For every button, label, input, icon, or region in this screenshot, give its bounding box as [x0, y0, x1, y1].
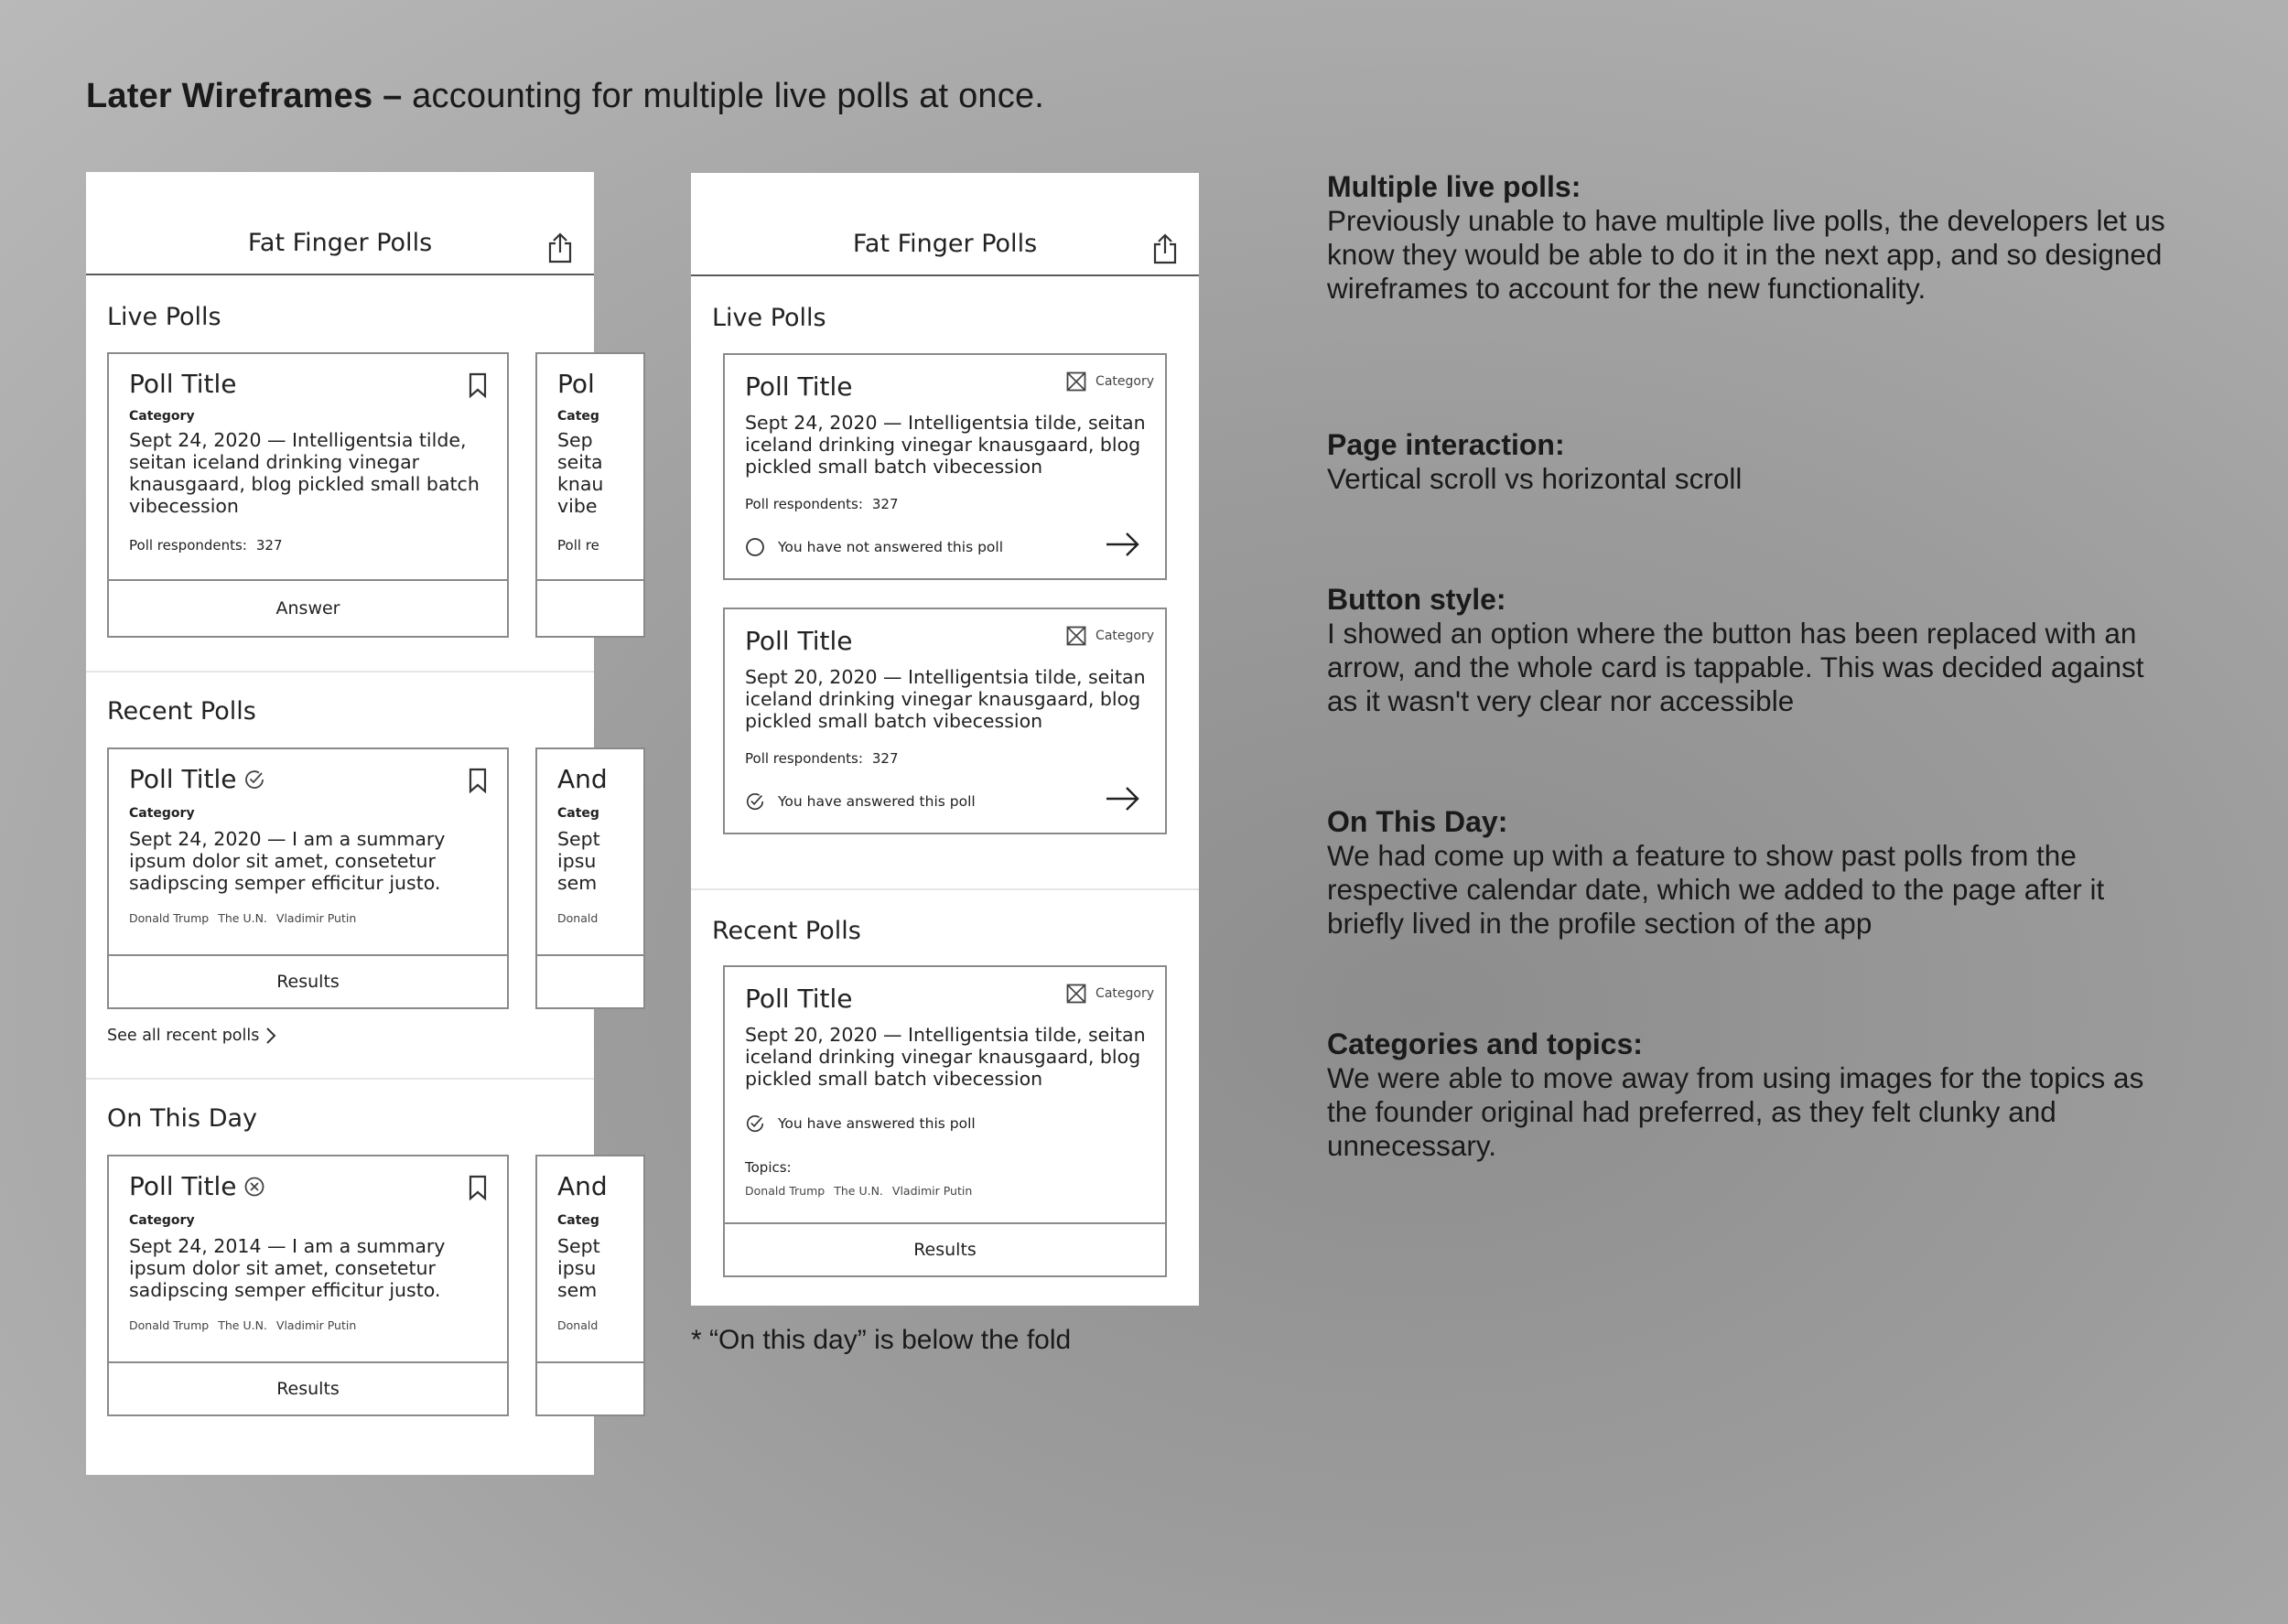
- poll-category: Category: [129, 1213, 195, 1228]
- results-button[interactable]: Results: [109, 1361, 507, 1414]
- note-title: Multiple live polls:: [1327, 170, 1581, 203]
- answer-status-text: You have answered this poll: [778, 793, 976, 810]
- answered-check-icon: [745, 1113, 765, 1134]
- bookmark-icon[interactable]: [469, 1175, 487, 1200]
- poll-category: Category: [129, 806, 195, 821]
- poll-respondents: [745, 496, 899, 512]
- page-heading-rest: accounting for multiple live polls at once.: [402, 77, 1045, 115]
- bookmark-icon[interactable]: [469, 768, 487, 793]
- note-title: Button style:: [1327, 583, 1506, 616]
- recent-poll-card[interactable]: [107, 747, 509, 1009]
- app-header: [691, 173, 1199, 276]
- answer-button[interactable]: Answer: [109, 579, 507, 636]
- poll-topics: Donald: [557, 911, 599, 925]
- answer-status-text: You have answered this poll: [778, 1115, 976, 1132]
- poll-title: Poll Title: [129, 369, 237, 399]
- desc-line: Sep: [557, 429, 593, 451]
- topic-tag[interactable]: Donald Trump: [745, 1184, 826, 1198]
- respondents-value: 327: [871, 496, 899, 512]
- poll-title: Pol: [557, 369, 595, 399]
- arrow-right-icon[interactable]: [1105, 785, 1141, 812]
- answered-check-icon: [243, 769, 265, 790]
- topic-tag[interactable]: Donald Trump: [129, 1318, 210, 1332]
- live-poll-card[interactable]: [723, 608, 1167, 834]
- share-icon[interactable]: [1151, 233, 1179, 264]
- poll-category: Categ: [557, 409, 599, 424]
- topic-tag[interactable]: Donald Trump: [129, 911, 210, 925]
- poll-title: Poll Title: [129, 764, 237, 794]
- category-image-placeholder-icon: [1066, 371, 1086, 392]
- recent-polls-heading: Recent Polls: [107, 697, 256, 726]
- note-button-style: [1327, 583, 2178, 718]
- arrow-right-icon[interactable]: [1105, 531, 1141, 558]
- poll-title: Poll Title: [745, 984, 853, 1014]
- poll-category: Categ: [557, 1213, 599, 1228]
- note-body: Vertical scroll vs horizontal scroll: [1327, 462, 1743, 495]
- category-label: Category: [1095, 374, 1154, 389]
- poll-description: Sept 24, 2020 — Intelligentsia tilde, seitan iceland drinking vinegar knausgaard, blog pickled small batch vibecession: [129, 429, 480, 517]
- page-heading-bold: Later Wireframes –: [86, 77, 403, 115]
- note-on-this-day: [1327, 805, 2178, 941]
- topics-label: Topics:: [745, 1159, 792, 1176]
- results-button[interactable]: [537, 954, 643, 1007]
- poll-description: [557, 828, 600, 894]
- answer-button[interactable]: [537, 579, 643, 636]
- chevron-right-icon: [264, 1026, 277, 1046]
- category-label: Category: [1095, 629, 1154, 643]
- respondents-value: 327: [871, 750, 899, 767]
- note-body: We had come up with a feature to show past polls from the respective calendar date, which we added to the page after it briefly lived in the profile section of the app: [1327, 839, 2105, 940]
- topic-tag[interactable]: Vladimir Putin: [275, 911, 357, 925]
- poll-category: Category: [129, 409, 195, 424]
- recent-poll-card-peek[interactable]: [535, 747, 645, 1009]
- section-divider: [86, 1078, 594, 1080]
- note-body: Previously unable to have multiple live polls, the developers let us know they would be able to do it in the next app, and so designed wireframes to account for the new functionality.: [1327, 204, 2165, 305]
- fold-note: * “On this day” is below the fold: [691, 1325, 1072, 1355]
- wireframe-horizontal-scroll: [86, 172, 608, 1475]
- recent-poll-card[interactable]: [723, 965, 1167, 1277]
- poll-description: Sept 24, 2014 — I am a summary ipsum dolor sit amet, consetetur sadipscing semper efficitur justo.: [129, 1235, 446, 1301]
- poll-description: Sept 20, 2020 — Intelligentsia tilde, seitan iceland drinking vinegar knausgaard, blog pickled small batch vibecession: [745, 666, 1146, 732]
- poll-topics: [129, 1318, 365, 1332]
- answer-status-text: You have not answered this poll: [778, 539, 1004, 555]
- respondents-label: Poll respondents:: [745, 750, 863, 767]
- note-title: On This Day:: [1327, 805, 1508, 838]
- topic-tag[interactable]: The U.N.: [834, 1184, 883, 1198]
- note-categories-topics: [1327, 1027, 2178, 1163]
- live-poll-card-peek[interactable]: [535, 352, 645, 638]
- desc-line: Sept: [557, 1235, 600, 1257]
- wireframe-vertical-scroll: [691, 173, 1199, 1306]
- recent-polls-heading: Recent Polls: [712, 917, 861, 945]
- poll-title-row: [129, 764, 265, 794]
- not-answered-x-icon: [243, 1176, 265, 1198]
- category-image-placeholder-icon: [1066, 626, 1086, 646]
- live-poll-card[interactable]: [723, 353, 1167, 580]
- poll-description: [557, 429, 603, 517]
- poll-title: Poll Title: [745, 626, 853, 656]
- topic-tag[interactable]: Vladimir Putin: [891, 1184, 973, 1198]
- on-this-day-heading: On This Day: [107, 1104, 258, 1133]
- results-button[interactable]: [537, 1361, 643, 1414]
- category-chip: [1066, 371, 1154, 392]
- poll-respondents: [745, 750, 899, 767]
- poll-title: And: [557, 1171, 608, 1201]
- section-divider: [691, 888, 1199, 890]
- respondents-label: Poll respondents:: [745, 496, 863, 512]
- answer-status: [745, 1113, 976, 1134]
- note-body: I showed an option where the button has been replaced with an arrow, and the whole card is tappable. This was decided against as it wasn't very clear nor accessible: [1327, 617, 2144, 717]
- answer-status: [745, 537, 1003, 557]
- note-title: Categories and topics:: [1327, 1027, 1643, 1060]
- answered-check-icon: [745, 791, 765, 812]
- unanswered-circle-icon: [745, 537, 765, 557]
- desc-line: vibe: [557, 495, 598, 517]
- category-label: Category: [1095, 986, 1154, 1001]
- note-title: Page interaction:: [1327, 428, 1565, 461]
- desc-line: sem: [557, 1279, 598, 1301]
- poll-description: [557, 1235, 600, 1301]
- poll-respondents: Poll re: [557, 537, 599, 554]
- poll-topics: [745, 1184, 981, 1198]
- section-divider: [86, 671, 594, 672]
- on-this-day-card-peek[interactable]: [535, 1155, 645, 1416]
- poll-respondents: [129, 537, 283, 554]
- live-polls-heading: Live Polls: [712, 304, 826, 332]
- results-button[interactable]: Results: [725, 1222, 1165, 1275]
- poll-description: Sept 24, 2020 — Intelligentsia tilde, seitan iceland drinking vinegar knausgaard, blog pickled small batch vibecession: [745, 412, 1146, 478]
- category-image-placeholder-icon: [1066, 984, 1086, 1004]
- poll-title: And: [557, 764, 608, 794]
- respondents-value: 327: [255, 537, 283, 554]
- poll-description: Sept 20, 2020 — Intelligentsia tilde, seitan iceland drinking vinegar knausgaard, blog pickled small batch vibecession: [745, 1024, 1146, 1090]
- poll-title: Poll Title: [745, 371, 853, 402]
- live-polls-heading: Live Polls: [107, 303, 221, 331]
- page-heading: [86, 77, 1044, 116]
- app-title: Fat Finger Polls: [852, 230, 1038, 258]
- poll-category: Categ: [557, 806, 599, 821]
- app-title: Fat Finger Polls: [247, 229, 433, 257]
- results-button[interactable]: Results: [109, 954, 507, 1007]
- desc-line: ipsu: [557, 850, 597, 872]
- poll-topics: Donald: [557, 1318, 599, 1332]
- poll-title: Poll Title: [129, 1171, 237, 1201]
- on-this-day-card[interactable]: [107, 1155, 509, 1416]
- desc-line: sem: [557, 872, 598, 894]
- desc-line: Sept: [557, 828, 600, 850]
- app-header: [86, 172, 594, 275]
- desc-line: ipsu: [557, 1257, 597, 1279]
- topic-tag[interactable]: The U.N.: [218, 911, 267, 925]
- poll-title-row: [129, 1171, 265, 1201]
- topic-tag[interactable]: Vladimir Putin: [275, 1318, 357, 1332]
- poll-description: Sept 24, 2020 — I am a summary ipsum dolor sit amet, consetetur sadipscing semper efficitur justo.: [129, 828, 446, 894]
- note-multiple-live-polls: [1327, 170, 2178, 306]
- desc-line: seita: [557, 451, 603, 473]
- note-page-interaction: [1327, 428, 2178, 496]
- see-all-label: See all recent polls: [107, 1027, 260, 1045]
- answer-status: [745, 791, 976, 812]
- desc-line: knau: [557, 473, 604, 495]
- live-poll-card[interactable]: [107, 352, 509, 638]
- see-all-recent-link[interactable]: [107, 1026, 277, 1046]
- respondents-label: Poll respondents:: [129, 537, 247, 554]
- share-icon[interactable]: [546, 232, 574, 263]
- topic-tag[interactable]: The U.N.: [218, 1318, 267, 1332]
- note-body: We were able to move away from using images for the topics as the founder original had preferred, as they felt clunky and unnecessary.: [1327, 1061, 2144, 1162]
- category-chip: [1066, 984, 1154, 1004]
- poll-topics: [129, 911, 365, 925]
- category-chip: [1066, 626, 1154, 646]
- bookmark-icon[interactable]: [469, 372, 487, 398]
